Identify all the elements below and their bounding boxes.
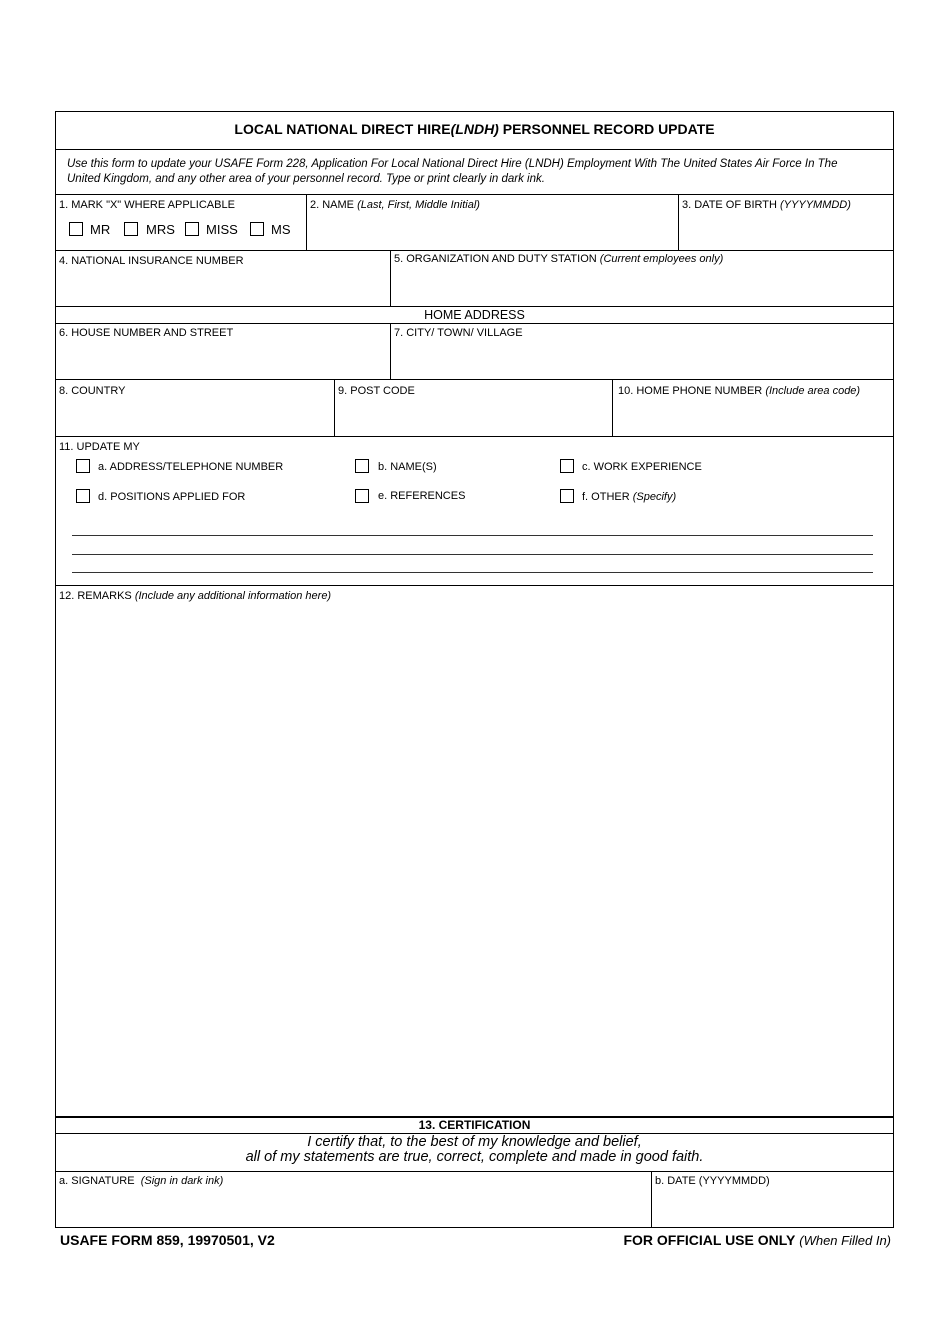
divider	[390, 323, 391, 379]
update-names-label: b. NAME(S)	[378, 461, 437, 473]
update-names-checkbox[interactable]	[355, 459, 369, 473]
divider	[56, 436, 893, 437]
remarks-field[interactable]	[58, 606, 892, 1114]
ms-label: MS	[271, 222, 291, 237]
signature-hint: (Sign in dark ink)	[140, 1175, 224, 1187]
certification-statement-2: all of my statements are true, correct, complete and made in good faith.	[245, 1149, 704, 1165]
divider	[56, 306, 893, 307]
signature-field[interactable]	[58, 1190, 649, 1226]
mr-label: MR	[90, 222, 111, 237]
divider	[56, 379, 893, 380]
country-field[interactable]	[58, 400, 332, 434]
miss-checkbox[interactable]	[185, 222, 199, 236]
city-label: 7. CITY/ TOWN/ VILLAGE	[394, 327, 523, 339]
update-positions-label: d. POSITIONS APPLIED FOR	[98, 491, 246, 503]
post-code-field[interactable]	[336, 400, 610, 434]
remarks-label	[59, 590, 331, 602]
home-phone-label-text: 10. HOME PHONE NUMBER	[618, 385, 763, 397]
update-other-label-text: f. OTHER	[582, 491, 630, 503]
update-my-label: 11. UPDATE MY	[59, 441, 140, 453]
update-other-label	[582, 491, 676, 503]
instructions-line-2: United Kingdom, and any other area of your personnel record. Type or print clearly in dark ink.	[67, 173, 545, 185]
instructions-line-1: Use this form to update your USAFE Form 228, Application For Local National Direct Hire (LNDH) Employment With The United States Air Force In The	[67, 158, 838, 170]
title-suffix: PERSONNEL RECORD UPDATE	[498, 121, 715, 137]
organization-hint: (Current employees only)	[599, 253, 724, 265]
home-phone-hint: (Include area code)	[765, 385, 861, 397]
street-field[interactable]	[58, 342, 388, 377]
name-label-text: 2. NAME	[310, 199, 355, 211]
form-id: USAFE FORM 859, 19970501, V2	[60, 1232, 275, 1248]
update-references-checkbox[interactable]	[355, 489, 369, 503]
home-phone-label	[618, 385, 860, 397]
dob-field[interactable]	[680, 214, 892, 248]
update-address-label: a. ADDRESS/TELEPHONE NUMBER	[98, 461, 284, 473]
specify-line-3[interactable]	[72, 572, 873, 573]
dob-label	[682, 199, 851, 211]
divider	[306, 194, 307, 250]
organization-label	[394, 253, 723, 265]
ni-number-label: 4. NATIONAL INSURANCE NUMBER	[59, 255, 244, 267]
ni-number-field[interactable]	[58, 270, 388, 304]
dob-hint: (YYYYMMDD)	[780, 199, 851, 211]
update-references-label: e. REFERENCES	[378, 490, 466, 502]
divider	[56, 250, 893, 251]
miss-label: MISS	[206, 222, 238, 237]
divider	[56, 585, 893, 586]
remarks-hint: (Include any additional information here)	[134, 590, 332, 602]
city-field[interactable]	[392, 342, 892, 377]
certification-statement-1: I certify that, to the best of my knowledge and belief,	[307, 1134, 642, 1150]
classification-text: FOR OFFICIAL USE ONLY	[623, 1232, 796, 1248]
specify-line-1[interactable]	[72, 535, 873, 536]
divider	[678, 194, 679, 250]
home-address-heading: HOME ADDRESS	[424, 308, 525, 322]
title-prefix-label: 1. MARK "X" WHERE APPLICABLE	[59, 199, 235, 211]
signature-date-label: b. DATE (YYYYMMDD)	[655, 1175, 770, 1187]
street-label: 6. HOUSE NUMBER AND STREET	[59, 327, 234, 339]
mrs-label: MRS	[146, 222, 175, 237]
country-label: 8. COUNTRY	[59, 385, 126, 397]
divider	[334, 379, 335, 436]
dob-label-text: 3. DATE OF BIRTH	[682, 199, 777, 211]
signature-label-text: a. SIGNATURE	[59, 1175, 135, 1187]
specify-line-2[interactable]	[72, 554, 873, 555]
divider	[612, 379, 613, 436]
name-label	[310, 199, 480, 211]
update-positions-checkbox[interactable]	[76, 489, 90, 503]
classification-hint: (When Filled In)	[799, 1233, 891, 1248]
mr-checkbox[interactable]	[69, 222, 83, 236]
title-prefix: LOCAL NATIONAL DIRECT HIRE	[234, 121, 451, 137]
name-hint: (Last, First, Middle Initial)	[357, 199, 480, 211]
ms-checkbox[interactable]	[250, 222, 264, 236]
update-other-hint: (Specify)	[632, 491, 677, 503]
organization-field[interactable]	[392, 268, 892, 304]
classification	[623, 1232, 891, 1249]
certification-heading: 13. CERTIFICATION	[418, 1118, 531, 1132]
divider	[56, 194, 893, 195]
update-other-checkbox[interactable]	[560, 489, 574, 503]
organization-label-text: 5. ORGANIZATION AND DUTY STATION	[394, 253, 597, 265]
update-work-experience-checkbox[interactable]	[560, 459, 574, 473]
divider	[56, 149, 893, 150]
divider	[56, 323, 893, 324]
remarks-label-text: 12. REMARKS	[59, 590, 132, 602]
name-field[interactable]	[308, 214, 676, 248]
divider	[390, 250, 391, 306]
update-address-checkbox[interactable]	[76, 459, 90, 473]
mrs-checkbox[interactable]	[124, 222, 138, 236]
signature-date-field[interactable]	[653, 1190, 892, 1226]
divider	[56, 1171, 893, 1172]
update-work-experience-label: c. WORK EXPERIENCE	[582, 461, 702, 473]
divider	[651, 1171, 652, 1227]
title-acronym: (LNDH)	[450, 121, 499, 137]
form-title	[56, 121, 893, 138]
signature-label	[59, 1175, 223, 1187]
home-phone-field[interactable]	[614, 400, 892, 434]
post-code-label: 9. POST CODE	[338, 385, 415, 397]
